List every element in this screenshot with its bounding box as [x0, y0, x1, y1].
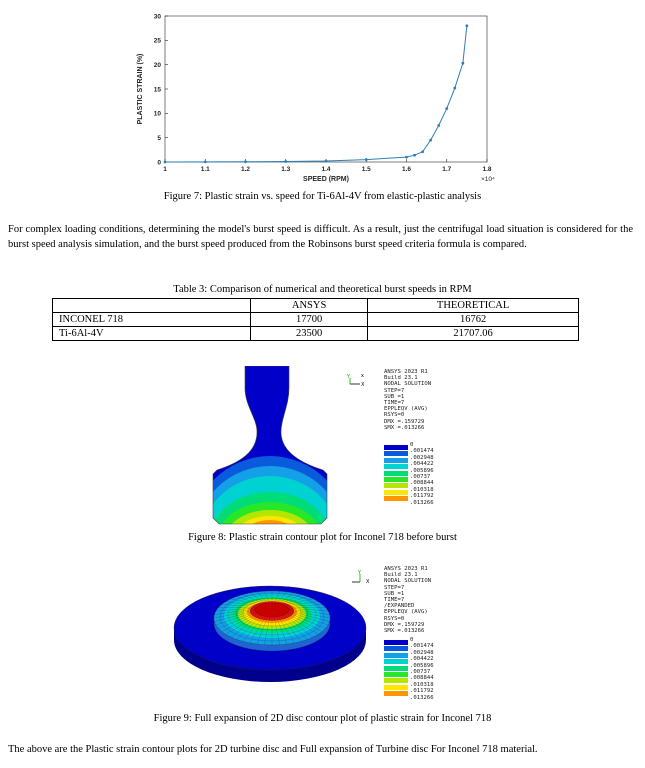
legend-color-swatch [384, 685, 408, 690]
plastic-strain-chart [130, 8, 510, 188]
data-point [325, 160, 328, 163]
legend-color-swatch [384, 451, 408, 456]
x-tick-label: 1.2 [240, 166, 251, 173]
legend-level-label: .008844 [410, 675, 434, 682]
plot-area-frame [165, 16, 487, 162]
legend-level-label: .010318 [410, 486, 434, 493]
data-point [461, 62, 464, 65]
legend-color-swatch [384, 477, 408, 482]
data-point [421, 150, 424, 153]
contour-plot-2d-disc [205, 366, 335, 528]
data-point [365, 158, 368, 161]
legend-level-label: .011792 [410, 688, 434, 695]
data-point [204, 161, 207, 164]
table-row [53, 327, 579, 341]
legend-color-swatch [384, 483, 408, 488]
legend-color-swatch [384, 464, 408, 469]
x-tick-label: 1.3 [281, 166, 291, 173]
legend-color-swatch [384, 653, 408, 658]
x-tick-label: 1.1 [200, 166, 210, 173]
y-tick-label: 30 [153, 13, 161, 21]
svg-text:Y: Y [358, 570, 362, 576]
table-row [53, 313, 579, 327]
x-axis-multiplier: ×10⁴ [481, 176, 495, 183]
data-point [453, 87, 456, 90]
y-tick-label: 25 [153, 37, 161, 45]
y-tick-label: 10 [153, 110, 161, 118]
x-axis-label: SPEED (RPM) [303, 176, 349, 183]
figure-7-caption: Figure 7: Plastic strain vs. speed for Ti-6Al-4V from elastic-plastic analysis [163, 191, 482, 202]
svg-text:Y: Y [347, 374, 351, 380]
legend-color-swatch [384, 672, 408, 677]
table-cell: 16762 [368, 313, 579, 327]
table-header-cell: ANSYS [251, 299, 368, 313]
legend-level-label: .002948 [410, 454, 434, 461]
legend-color-swatch [384, 471, 408, 476]
legend-color-swatch [384, 666, 408, 671]
legend-level-label: .005896 [410, 467, 434, 474]
data-point [437, 124, 440, 127]
table-header-row [53, 299, 579, 313]
svg-text:X: X [366, 579, 370, 585]
svg-text:x: x [361, 373, 364, 379]
legend-level-label: .001474 [410, 448, 434, 455]
legend-level-label: .004422 [410, 461, 434, 468]
data-point [244, 160, 247, 163]
paragraph-burst-speed: For complex loading conditions, determining the model's burst speed is difficult. As a result, just the centrifugal load situation is considered for the burst speed analysis simulation, and the burst speed produced from the Robinsons burst speed criteria formula is compared. [8, 224, 633, 250]
x-tick-label: 1.8 [482, 166, 492, 173]
legend-level-label: .005896 [410, 662, 434, 669]
data-point [465, 24, 468, 27]
data-point [164, 161, 167, 164]
data-point [405, 156, 408, 159]
data-point [445, 107, 448, 110]
legend-level-label: .010318 [410, 681, 434, 688]
legend-level-label: .008844 [410, 480, 434, 487]
x-tick-label: 1.7 [442, 166, 452, 173]
table-header-cell [53, 299, 251, 313]
legend-color-swatch [384, 640, 408, 645]
legend-level-label: 0 [410, 637, 414, 643]
figure-8-caption: Figure 8: Plastic strain contour plot for Inconel 718 before burst [188, 532, 457, 543]
data-point [284, 160, 287, 163]
fig9-info-text: ANSYS 2023 R1 Build 23.1 NODAL SOLUTION STEP=7 SUB =1 TIME=7 /EXPANDED EPPLEQV (AVG) RSYS=0 DMX =.159729 SMX =.013266 [384, 566, 432, 635]
legend-color-swatch [384, 490, 408, 495]
table-3-caption: Table 3: Comparison of numerical and theoretical burst speeds in RPM [173, 284, 472, 295]
x-tick-label: 1.5 [361, 166, 371, 173]
legend-level-label: .011792 [410, 493, 434, 500]
data-point [429, 139, 432, 142]
legend-level-label: .013266 [410, 499, 434, 506]
legend-color-swatch [384, 458, 408, 463]
legend-level-label: .00737 [410, 474, 431, 480]
table-cell: 17700 [251, 313, 368, 327]
x-tick-label: 1.6 [401, 166, 412, 173]
legend-level-label: .001474 [410, 643, 434, 650]
expanded-disc-plot [170, 578, 370, 698]
paragraph-contour-summary: The above are the Plastic strain contour plots for 2D turbine disc and Full expansion of Turbine disc For Inconel 718 material. [8, 744, 538, 755]
burst-speed-table [52, 298, 579, 341]
plastic-strain-series-line [165, 26, 467, 162]
svg-text:X: X [361, 382, 365, 388]
legend-color-swatch [384, 646, 408, 651]
axis-triad-icon [350, 570, 374, 586]
x-tick-label: 1.4 [321, 166, 331, 173]
legend-level-label: 0 [410, 442, 414, 448]
x-tick-label: 1 [163, 166, 167, 173]
axis-triad-icon [344, 372, 368, 388]
legend-color-swatch [384, 678, 408, 683]
legend-level-label: .013266 [410, 694, 434, 701]
y-tick-label: 0 [157, 159, 161, 167]
table-header-cell: THEORETICAL [368, 299, 579, 313]
legend-color-swatch [384, 691, 408, 696]
legend-color-swatch [384, 496, 408, 501]
legend-color-swatch [384, 445, 408, 450]
y-axis-label: PLASTIC STRAIN (%) [137, 53, 144, 125]
table-cell: Ti-6Al-4V [53, 327, 251, 341]
y-tick-label: 5 [157, 134, 161, 142]
y-tick-label: 20 [153, 61, 161, 69]
figure-9-caption: Figure 9: Full expansion of 2D disc contour plot of plastic strain for Inconel 718 [153, 713, 492, 724]
legend-color-swatch [384, 659, 408, 664]
legend-level-label: .002948 [410, 649, 434, 656]
table-cell: 23500 [251, 327, 368, 341]
y-tick-label: 15 [153, 86, 161, 94]
legend-level-label: .00737 [410, 669, 431, 675]
table-cell: 21707.06 [368, 327, 579, 341]
data-point [413, 154, 416, 157]
fig8-info-text: ANSYS 2023 R1 Build 23.1 NODAL SOLUTION STEP=7 SUB =1 TIME=7 EPPLEQV (AVG) RSYS=0 DMX =.159729 SMX =.013266 [384, 369, 432, 431]
table-cell: INCONEL 718 [53, 313, 251, 327]
legend-level-label: .004422 [410, 656, 434, 663]
